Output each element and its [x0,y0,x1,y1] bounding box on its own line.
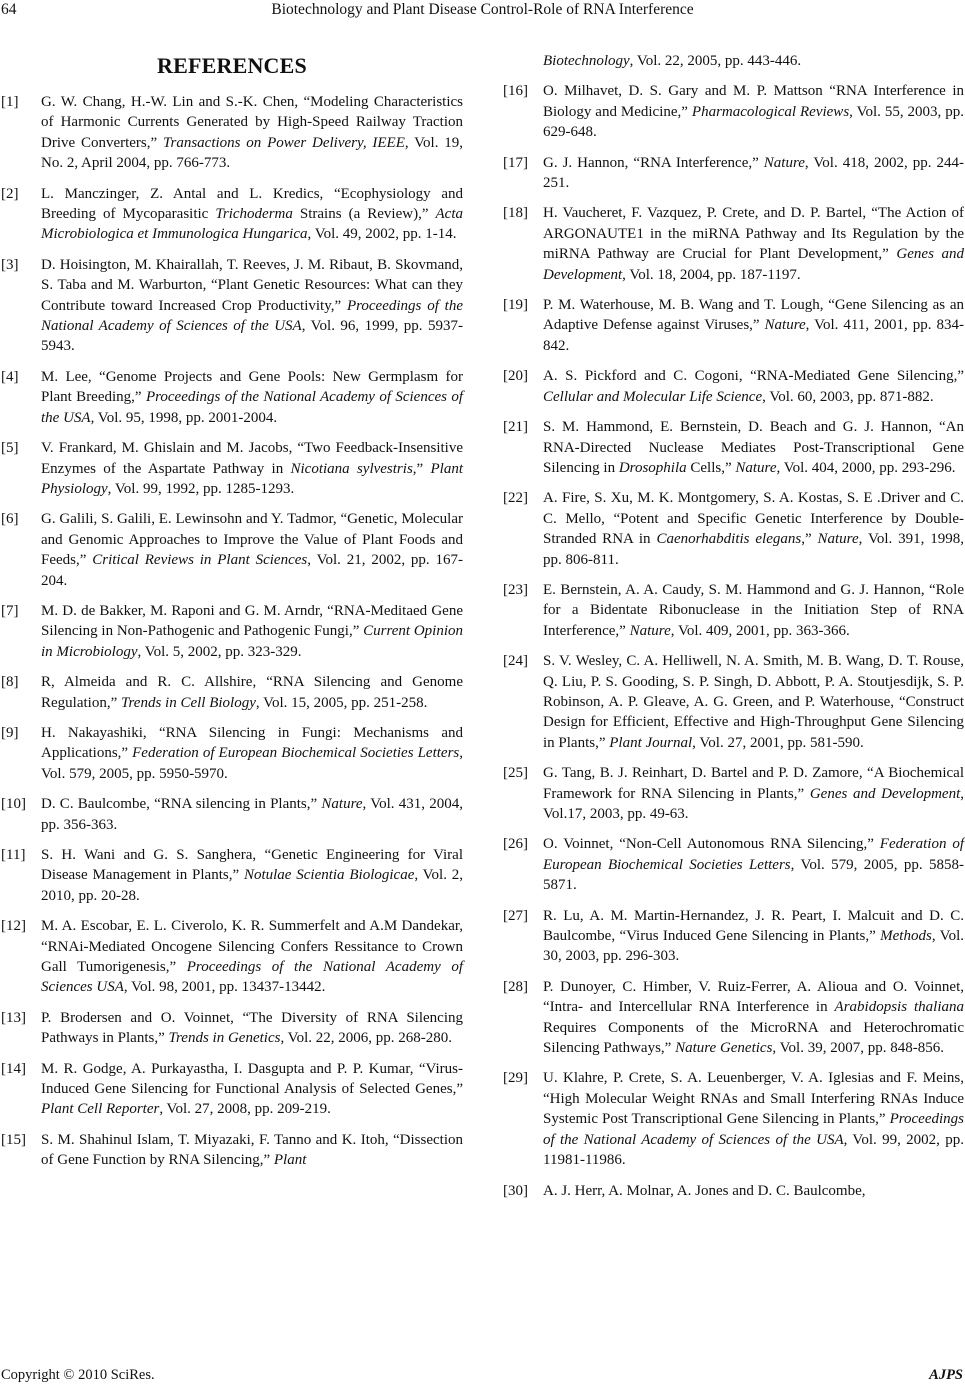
reference-number: [13] [1,1009,26,1026]
reference-text: E. Bernstein, A. A. Caudy, S. M. Hammond and G. J. Hannon, “Role for a Bidentate Ribonuclease in the Initiation Step of RNA Interference,” [543,581,964,639]
reference-text: , Vol. 409, 2001, pp. 363-366. [670,622,850,639]
reference-italic-text: Nature [817,531,859,548]
reference-item [503,366,964,407]
reference-text: O. Milhavet, D. S. Gary and M. P. Mattson “RNA Interference in Biology and Medicine,” [543,83,964,120]
reference-text: H. Vaucheret, F. Vazquez, P. Crete, and D. P. Bartel, “The Action of ARGONAUTE1 in the miRNA Pathway and Its Regulation by the miRNA Pathway are Crucial for Plant Development,” [543,205,964,263]
reference-text: , Vol. 30, 2003, pp. 296-303. [543,928,964,965]
reference-text: , Vol. 49, 2002, pp. 1-14. [307,226,457,243]
reference-number: [6] [1,511,19,528]
reference-number: [2] [1,185,19,202]
reference-number: [21] [503,419,528,436]
reference-item [503,417,964,478]
reference-text: , Vol. 22, 2005, pp. 443-446. [629,53,802,69]
reference-text: , Vol. 27, 2001, pp. 581-590. [692,734,864,751]
reference-body [543,1068,964,1170]
running-header [0,0,965,20]
reference-body [41,723,463,784]
reference-italic-text: Proceedings of the National Academy of Sciences USA [41,959,463,996]
reference-item [1,916,463,998]
reference-text: Strains (a Review),” [292,206,436,223]
reference-text: , Vol. 18, 2004, pp. 187-1197. [622,266,801,283]
reference-italic-text: Genes and Development [543,246,964,283]
reference-italic-text: Nature [629,622,671,639]
reference-text: M. R. Godge, A. Purkayastha, I. Dasgupta and P. P. Kumar, “Virus-Induced Gene Silencing for Functional Analysis of Selected Genes,” [41,1060,463,1098]
reference-body [543,834,964,895]
reference-text: D. C. Baulcombe, “RNA silencing in Plants,” [41,796,322,813]
reference-item [1,184,463,245]
reference-item [503,763,964,824]
reference-number: [30] [503,1182,528,1199]
reference-text: P. Dunoyer, C. Himber, V. Ruiz-Ferrer, A. Alioua and O. Voinnet, “Intra- and Intercellular RNA Interference in [543,978,964,1016]
reference-italic-text: Pharmacological Reviews [691,103,850,120]
section-heading: REFERENCES [157,53,307,78]
reference-italic-text: Methods [880,928,932,945]
reference-text: , Vol. 55, 2003, pp. 629-648. [543,103,964,141]
reference-italic-text: Federation of European Biochemical Societies Letters [543,836,964,873]
reference-item [1,1130,463,1171]
reference-text: L. Manczinger, Z. Antal and L. Kredics, “Ecophysiology and Breeding of Mycoparasitic [41,185,463,223]
reference-item [503,295,964,356]
reference-item [1,509,463,591]
reference-item [503,1068,964,1170]
reference-item [1,1059,463,1120]
reference-body [41,672,463,713]
reference-continuation [503,51,964,71]
reference-text: , Vol. 404, 2000, pp. 293-296. [776,459,956,476]
reference-italic-text: Proceedings of the National Academy of Sciences of the USA [543,1111,964,1148]
reference-text: ,” [801,531,818,548]
reference-italic-text: Biotechnology [543,53,630,69]
reference-text: A. J. Herr, A. Molnar, A. Jones and D. C. Baulcombe, [543,1182,866,1199]
reference-body [543,203,964,285]
reference-text: V. Frankard, M. Ghislain and M. Jacobs, “Two Feedback-Insensitive Enzymes of the Aspartate Pathway in [41,440,463,477]
reference-number: [4] [1,368,19,385]
reference-item [1,672,463,713]
reference-text: , Vol. 411, 2001, pp. 834-842. [543,317,964,354]
reference-item [1,1008,463,1049]
reference-number: [7] [1,602,19,619]
reference-italic-text: Cellular and Molecular Life Science [543,388,763,405]
reference-italic-text: Current Opinion in Microbiology [41,623,464,660]
reference-number: [25] [503,765,528,782]
reference-item [503,1181,964,1201]
reference-text: , Vol. 431, 2004, pp. 356-363. [41,796,463,833]
reference-number: [20] [503,368,528,385]
reference-number: [1] [1,94,19,110]
reference-italic-text: Nicotiana sylvestris [290,460,413,477]
reference-list-right [503,81,964,1201]
reference-number: [23] [503,581,528,598]
reference-italic-text: Notulae Scientia Biologicae [243,867,415,884]
left-column [1,50,463,1181]
reference-item [1,601,463,662]
reference-text: S. M. Shahinul Islam, T. Miyazaki, F. Tanno and K. Itoh, “Dissection of Gene Function by RNA Silencing,” [41,1131,463,1169]
reference-number: [17] [503,154,528,171]
reference-body [543,366,964,407]
reference-body [41,255,463,357]
journal-footer: AJPS [929,1367,963,1383]
reference-text: G. Galili, S. Galili, E. Lewinsohn and Y. Tadmor, “Genetic, Molecular and Genomic Approaches to Improve the Value of Plant Foods and Feeds,” [41,511,463,569]
reference-italic-text: Drosophila [618,459,687,476]
reference-text: S. M. Hammond, E. Bernstein, D. Beach and G. J. Hannon, “An RNA-Directed Nuclease Mediates Post-Transcriptional Gene Silencing in [543,419,964,476]
page-number: 64 [1,1,17,18]
reference-text: S. H. Wani and G. S. Sanghera, “Genetic Engineering for Viral Disease Management in Plants,” [41,847,463,884]
reference-body [543,906,964,967]
reference-text: , Vol. 5, 2002, pp. 323-329. [137,643,302,660]
reference-text: Cells,” [686,459,736,476]
reference-text: , Vol. 99, 2002, pp. 11981-11986. [543,1131,964,1169]
reference-italic-text: Trends in Genetics [168,1030,281,1047]
reference-body [543,81,964,142]
reference-italic-text: Nature [764,317,806,334]
reference-text: M. D. de Bakker, M. Raponi and G. M. Arndr, “RNA-Meditaed Gene Silencing in Non-Pathogenic and Pathogenic Fungi,” [41,602,463,640]
reference-number: [14] [1,1060,26,1077]
reference-italic-text: Plant [273,1152,307,1169]
reference-italic-text: Genes and Development [809,785,961,802]
reference-item [503,977,964,1059]
reference-number: [10] [1,796,26,813]
reference-item [503,81,964,142]
reference-text: , Vol. 579, 2005, pp. 5950-5970. [41,745,463,782]
reference-italic-text: Federation of European Biochemical Societies Letters [132,745,460,762]
reference-text: , Vol. 96, 1999, pp. 5937-5943. [41,318,463,355]
reference-body [41,1059,463,1120]
reference-text: , Vol. 19, No. 2, April 2004, pp. 766-773. [41,134,463,172]
reference-number: [22] [503,490,528,507]
reference-text: Vol. 95, 1998, pp. 2001-2004. [94,409,278,426]
reference-italic-text: Nature [763,154,805,171]
reference-item [1,723,463,784]
reference-text: P. Brodersen and O. Voinnet, “The Diversity of RNA Silencing Pathways in Plants,” [41,1009,463,1047]
reference-number: [15] [1,1131,26,1148]
reference-text: U. Klahre, P. Crete, S. A. Leuenberger, V. A. Iglesias and F. Meins, “High Molecular Weight RNAs and Small Interfering RNAs Induce Systemic Post Transcriptional Gene Silencing in Plants,” [543,1070,964,1128]
reference-text: , Vol. 60, 2003, pp. 871-882. [762,388,934,405]
reference-italic-text: Nature [321,796,363,813]
reference-text: , Vol. 21, 2002, pp. 167-204. [41,552,464,589]
reference-item [503,834,964,895]
reference-body [41,1130,463,1171]
reference-italic-text: Caenorhabditis elegans [656,531,802,548]
reference-item [503,651,964,753]
reference-body [41,438,463,499]
reference-text: G. Tang, B. J. Reinhart, D. Bartel and P. D. Zamore, “A Biochemical Framework for RNA Silencing in Plants,” [543,765,964,802]
reference-number: [11] [1,847,26,863]
reference-text: , Vol. 39, 2007, pp. 848-856. [772,1040,944,1057]
reference-body [41,367,463,428]
reference-text: M. A. Escobar, E. L. Civerolo, K. R. Summerfelt and A.M Dandekar, “RNAi-Mediated Oncogene Silencing Confers Ressitance to Crown Gall Tumorigenesis,” [41,918,463,976]
reference-italic-text: Proceedings of the National Academy of Sciences of the USA [41,297,463,335]
reference-item [1,255,463,357]
reference-body [543,763,964,824]
reference-body [543,295,964,356]
reference-text: O. Voinnet, “Non-Cell Autonomous RNA Silencing,” [543,836,880,853]
reference-item [503,906,964,967]
reference-item [503,580,964,641]
reference-text: ,” [412,460,431,477]
reference-text: G. W. Chang, H.-W. Lin and S.-K. Chen, “Modeling Characteristics of Harmonic Currents Generated by High-Speed Railway Traction Drive Converters,” [41,94,463,151]
reference-text: R, Almeida and R. C. Allshire, “RNA Silencing and Genome Regulation,” [41,674,463,711]
reference-text: , Vol. 15, 2005, pp. 251-258. [255,694,428,711]
reference-body [543,580,964,641]
reference-body [543,417,964,478]
reference-text: S. V. Wesley, C. A. Helliwell, N. A. Smith, M. B. Wang, D. T. Rouse, Q. Liu, P. S. Gooding, S. P. Singh, D. Abbott, P. A. Stoutjesdijk, S. P. Robinson, A. P. Gleave, A. G. Green, and P. Waterhouse, “Construct Design for Efficient, Effective and High-Throughput Gene Silencing in Plants,” [543,653,964,751]
reference-number: [12] [1,918,26,935]
reference-italic-text: Trichoderma [215,206,293,223]
reference-number: [27] [503,907,528,924]
reference-text: , Vol. 2, 2010, pp. 20-28. [41,867,464,904]
reference-text: , Vol. 579, 2005, pp. 5858-5871. [543,856,964,894]
reference-number: [3] [1,256,19,273]
copyright-footer: Copyright © 2010 SciRes. [1,1367,155,1383]
reference-italic-text: Nature [735,459,777,476]
reference-body [543,977,964,1059]
reference-text: M. Lee, “Genome Projects and Gene Pools: New Germplasm for Plant Breeding,” [41,368,463,406]
reference-number: [19] [503,297,528,314]
reference-body [41,794,463,835]
reference-body [41,1008,463,1049]
reference-number: [18] [503,205,528,222]
reference-text: G. J. Hannon, “RNA Interference,” [543,154,764,171]
reference-body [41,184,463,245]
reference-body [543,651,964,753]
reference-number: [29] [503,1070,528,1087]
running-title: Biotechnology and Plant Disease Control-Role of RNA Interference [271,1,694,18]
reference-italic-text: Plant Physiology [41,460,463,497]
reference-italic-text: Transactions on Power Delivery, IEEE [162,134,405,151]
reference-item [503,153,964,194]
reference-number: [8] [1,674,19,691]
reference-body [41,916,463,998]
reference-item [1,92,463,174]
reference-number: [5] [1,440,19,457]
reference-number: [24] [503,653,528,670]
reference-body [543,488,964,570]
reference-number: [9] [1,724,19,741]
reference-text: H. Nakayashiki, “RNA Silencing in Fungi: Mechanisms and Applications,” [41,724,463,762]
right-column [503,51,964,1211]
reference-text: R. Lu, A. M. Martin-Hernandez, J. R. Peart, I. Malcuit and D. C. Baulcombe, “Virus Induced Gene Silencing in Plants,” [543,907,964,945]
reference-text: , Vol. 418, 2002, pp. 244-251. [543,154,964,192]
reference-number: [26] [503,836,528,853]
reference-body [543,1181,964,1201]
reference-italic-text: Trends in Cell Biology [120,694,256,711]
reference-number: [16] [503,83,528,100]
reference-text: A. Fire, S. Xu, M. K. Montgomery, S. A. Kostas, S. E .Driver and C. C. Mello, “Potent and Specific Genetic Interference by Double-Stranded RNA in [543,490,964,548]
reference-text: Requires Components of the MicroRNA and Heterochromatic Silencing Pathways,” [543,1019,964,1057]
reference-number: [28] [503,978,528,995]
reference-italic-text: Plant Cell Reporter [41,1101,160,1118]
reference-item [503,203,964,285]
reference-body [41,509,463,591]
reference-item [1,794,463,835]
reference-text: , Vol. 27, 2008, pp. 209-219. [159,1101,331,1118]
reference-text: A. S. Pickford and C. Cogoni, “RNA-Mediated Gene Silencing,” [543,368,964,385]
reference-italic-text: Nature Genetics [675,1040,773,1057]
reference-text: , Vol. 391, 1998, pp. 806-811. [543,531,965,568]
reference-text: , Vol. 98, 2001, pp. 13437-13442. [123,979,326,996]
reference-italic-text: Arabidopsis thaliana [834,999,965,1016]
reference-body [41,92,463,174]
reference-item [1,367,463,428]
reference-italic-text: Plant Journal [609,734,693,751]
reference-body [41,845,463,906]
reference-list-left [1,92,463,1171]
reference-item [1,845,463,906]
reference-item [503,488,964,570]
reference-italic-text: Critical Reviews in Plant Sciences [92,552,308,569]
reference-text: P. M. Waterhouse, M. B. Wang and T. Lough, “Gene Silencing as an Adaptive Defense against Viruses,” [543,297,964,334]
reference-text: , Vol. 22, 2006, pp. 268-280. [280,1030,452,1047]
reference-body [543,153,964,194]
reference-italic-text: Proceedings of the National Academy of Sciences of the USA, [41,389,463,426]
reference-body [41,601,463,662]
reference-text: , Vol.17, 2003, pp. 49-63. [543,785,965,822]
reference-italic-text: Acta Microbiologica et Immunologica Hungarica [41,206,464,243]
reference-item [1,438,463,499]
reference-text: D. Hoisington, M. Khairallah, T. Reeves, J. M. Ribaut, B. Skovmand, S. Taba and M. Warburton, “Plant Genetic Resources: What can they Contribute toward Increased Crop Productivity,” [41,256,463,314]
reference-text: , Vol. 99, 1992, pp. 1285-1293. [107,480,295,497]
